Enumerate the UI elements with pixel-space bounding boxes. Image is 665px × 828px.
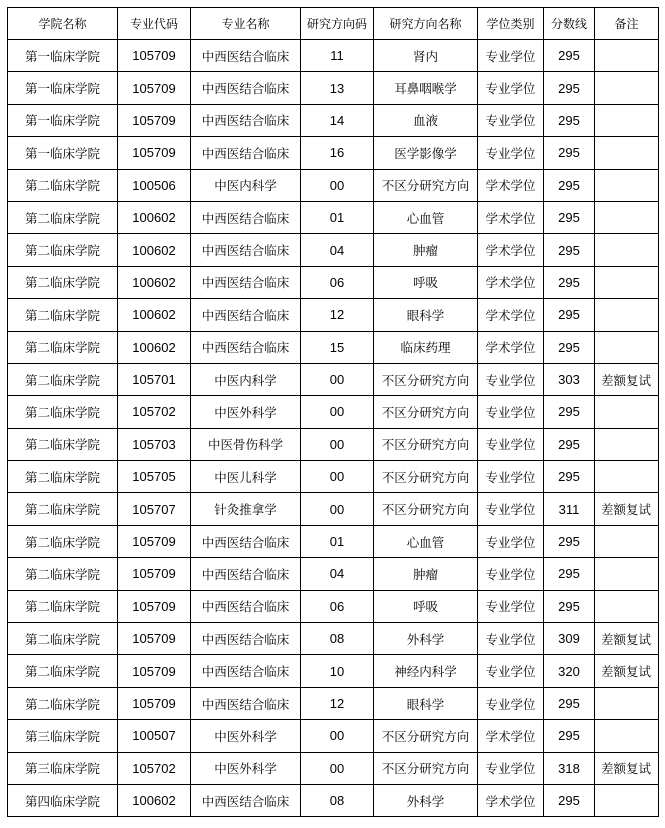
cell-direction-name: 肿瘤 xyxy=(374,234,478,266)
cell-direction-name: 临床药理 xyxy=(374,331,478,363)
cell-major-code: 100506 xyxy=(118,169,191,201)
table-row xyxy=(8,720,659,752)
cell-direction-name: 不区分研究方向 xyxy=(374,461,478,493)
cell-score-line: 295 xyxy=(544,40,595,72)
cell-direction-code: 10 xyxy=(301,655,374,687)
cell-direction-code: 14 xyxy=(301,104,374,136)
cell-major-code: 100602 xyxy=(118,331,191,363)
cell-major-code: 105703 xyxy=(118,428,191,460)
cell-direction-code: 08 xyxy=(301,623,374,655)
cell-score-line: 295 xyxy=(544,331,595,363)
cell-degree-type: 学术学位 xyxy=(478,234,544,266)
cell-direction-name: 呼吸 xyxy=(374,590,478,622)
cell-score-line: 295 xyxy=(544,201,595,233)
cell-degree-type: 专业学位 xyxy=(478,558,544,590)
cell-major-name: 中西医结合临床 xyxy=(191,266,301,298)
cell-direction-name: 呼吸 xyxy=(374,266,478,298)
cell-remark xyxy=(595,104,659,136)
cell-major-name: 中医内科学 xyxy=(191,169,301,201)
cell-remark xyxy=(595,201,659,233)
cell-direction-code: 08 xyxy=(301,784,374,816)
cell-major-name: 中西医结合临床 xyxy=(191,201,301,233)
cell-score-line: 295 xyxy=(544,72,595,104)
table-row xyxy=(8,493,659,525)
table-row xyxy=(8,525,659,557)
cell-remark xyxy=(595,40,659,72)
cell-score-line: 295 xyxy=(544,784,595,816)
cell-direction-code: 01 xyxy=(301,525,374,557)
table-row xyxy=(8,331,659,363)
cell-degree-type: 学术学位 xyxy=(478,266,544,298)
cell-degree-type: 学术学位 xyxy=(478,784,544,816)
cell-major-name: 中西医结合临床 xyxy=(191,687,301,719)
cell-direction-code: 00 xyxy=(301,461,374,493)
column-header-major-name: 专业名称 xyxy=(191,8,301,40)
table-row xyxy=(8,655,659,687)
cell-college-name: 第二临床学院 xyxy=(8,363,118,395)
cell-college-name: 第二临床学院 xyxy=(8,655,118,687)
cell-degree-type: 专业学位 xyxy=(478,428,544,460)
cell-remark xyxy=(595,720,659,752)
cell-degree-type: 专业学位 xyxy=(478,363,544,395)
cell-score-line: 295 xyxy=(544,720,595,752)
cell-major-code: 105702 xyxy=(118,396,191,428)
cell-major-name: 中西医结合临床 xyxy=(191,525,301,557)
cell-score-line: 309 xyxy=(544,623,595,655)
cell-remark xyxy=(595,525,659,557)
cell-remark: 差额复试 xyxy=(595,752,659,784)
cell-college-name: 第二临床学院 xyxy=(8,201,118,233)
cell-college-name: 第一临床学院 xyxy=(8,104,118,136)
cell-major-name: 中西医结合临床 xyxy=(191,72,301,104)
cell-score-line: 295 xyxy=(544,299,595,331)
column-header-direction-name: 研究方向名称 xyxy=(374,8,478,40)
cell-direction-code: 12 xyxy=(301,299,374,331)
cell-major-name: 中西医结合临床 xyxy=(191,558,301,590)
column-header-major-code: 专业代码 xyxy=(118,8,191,40)
cell-major-name: 中西医结合临床 xyxy=(191,655,301,687)
cell-college-name: 第二临床学院 xyxy=(8,493,118,525)
cell-direction-code: 06 xyxy=(301,266,374,298)
cell-direction-code: 00 xyxy=(301,493,374,525)
cell-direction-name: 眼科学 xyxy=(374,687,478,719)
table-row xyxy=(8,137,659,169)
cell-remark xyxy=(595,784,659,816)
cell-major-code: 105709 xyxy=(118,687,191,719)
cell-score-line: 295 xyxy=(544,266,595,298)
cell-direction-code: 00 xyxy=(301,363,374,395)
cell-major-name: 中西医结合临床 xyxy=(191,104,301,136)
cell-major-name: 中西医结合临床 xyxy=(191,137,301,169)
cell-score-line: 295 xyxy=(544,169,595,201)
cell-degree-type: 学术学位 xyxy=(478,720,544,752)
cell-college-name: 第四临床学院 xyxy=(8,784,118,816)
cell-college-name: 第二临床学院 xyxy=(8,590,118,622)
cell-direction-code: 06 xyxy=(301,590,374,622)
cell-score-line: 295 xyxy=(544,461,595,493)
table-row xyxy=(8,104,659,136)
cell-degree-type: 学术学位 xyxy=(478,331,544,363)
header-row xyxy=(8,8,659,40)
cell-score-line: 295 xyxy=(544,137,595,169)
cell-remark xyxy=(595,558,659,590)
table-header xyxy=(8,8,659,40)
cell-major-code: 105709 xyxy=(118,623,191,655)
cell-degree-type: 学术学位 xyxy=(478,201,544,233)
cell-college-name: 第二临床学院 xyxy=(8,525,118,557)
cell-major-code: 105705 xyxy=(118,461,191,493)
cell-degree-type: 学术学位 xyxy=(478,169,544,201)
table-row xyxy=(8,169,659,201)
table-row xyxy=(8,428,659,460)
cell-college-name: 第三临床学院 xyxy=(8,752,118,784)
cell-direction-name: 耳鼻咽喉学 xyxy=(374,72,478,104)
cell-major-code: 100602 xyxy=(118,299,191,331)
cell-remark xyxy=(595,687,659,719)
table-body xyxy=(8,40,659,817)
cell-remark: 差额复试 xyxy=(595,493,659,525)
table-row xyxy=(8,687,659,719)
cell-college-name: 第一临床学院 xyxy=(8,40,118,72)
column-header-degree-type: 学位类别 xyxy=(478,8,544,40)
cell-direction-code: 00 xyxy=(301,396,374,428)
cell-degree-type: 专业学位 xyxy=(478,655,544,687)
cell-direction-code: 00 xyxy=(301,752,374,784)
cell-major-name: 中西医结合临床 xyxy=(191,331,301,363)
cell-direction-code: 11 xyxy=(301,40,374,72)
cell-score-line: 295 xyxy=(544,687,595,719)
cell-major-code: 105701 xyxy=(118,363,191,395)
cell-direction-name: 不区分研究方向 xyxy=(374,428,478,460)
cell-remark xyxy=(595,590,659,622)
table-row xyxy=(8,558,659,590)
cell-direction-name: 血液 xyxy=(374,104,478,136)
cell-college-name: 第二临床学院 xyxy=(8,687,118,719)
cell-major-code: 105709 xyxy=(118,104,191,136)
table-row xyxy=(8,396,659,428)
cell-remark xyxy=(595,331,659,363)
cell-major-code: 100602 xyxy=(118,266,191,298)
table-row xyxy=(8,234,659,266)
table-row xyxy=(8,201,659,233)
cell-score-line: 295 xyxy=(544,396,595,428)
cell-major-name: 中西医结合临床 xyxy=(191,40,301,72)
column-header-remark: 备注 xyxy=(595,8,659,40)
cell-score-line: 311 xyxy=(544,493,595,525)
cell-college-name: 第二临床学院 xyxy=(8,396,118,428)
cell-major-code: 105709 xyxy=(118,655,191,687)
cell-remark xyxy=(595,169,659,201)
cell-direction-name: 外科学 xyxy=(374,784,478,816)
cell-major-code: 105707 xyxy=(118,493,191,525)
cell-score-line: 295 xyxy=(544,590,595,622)
cell-major-name: 中西医结合临床 xyxy=(191,623,301,655)
cell-major-name: 中医儿科学 xyxy=(191,461,301,493)
cell-direction-name: 心血管 xyxy=(374,525,478,557)
cell-degree-type: 专业学位 xyxy=(478,396,544,428)
cell-degree-type: 专业学位 xyxy=(478,40,544,72)
cell-direction-name: 外科学 xyxy=(374,623,478,655)
cell-direction-name: 医学影像学 xyxy=(374,137,478,169)
cell-degree-type: 专业学位 xyxy=(478,752,544,784)
cell-score-line: 295 xyxy=(544,104,595,136)
cell-direction-code: 04 xyxy=(301,234,374,266)
cell-direction-code: 12 xyxy=(301,687,374,719)
cell-college-name: 第二临床学院 xyxy=(8,428,118,460)
cell-degree-type: 专业学位 xyxy=(478,493,544,525)
cell-direction-code: 00 xyxy=(301,720,374,752)
cell-major-name: 中西医结合临床 xyxy=(191,590,301,622)
cell-college-name: 第一临床学院 xyxy=(8,137,118,169)
cell-direction-name: 肿瘤 xyxy=(374,558,478,590)
table-row xyxy=(8,72,659,104)
cell-degree-type: 专业学位 xyxy=(478,623,544,655)
table-row xyxy=(8,461,659,493)
score-line-table xyxy=(7,7,659,817)
cell-degree-type: 专业学位 xyxy=(478,72,544,104)
cell-major-name: 中西医结合临床 xyxy=(191,784,301,816)
cell-major-name: 中西医结合临床 xyxy=(191,234,301,266)
cell-remark xyxy=(595,396,659,428)
cell-score-line: 320 xyxy=(544,655,595,687)
cell-direction-name: 神经内科学 xyxy=(374,655,478,687)
table-row xyxy=(8,784,659,816)
cell-direction-code: 15 xyxy=(301,331,374,363)
cell-direction-name: 心血管 xyxy=(374,201,478,233)
cell-major-name: 中医内科学 xyxy=(191,363,301,395)
cell-remark: 差额复试 xyxy=(595,363,659,395)
cell-direction-name: 不区分研究方向 xyxy=(374,169,478,201)
cell-direction-code: 00 xyxy=(301,428,374,460)
cell-major-code: 105709 xyxy=(118,40,191,72)
cell-remark xyxy=(595,137,659,169)
cell-direction-code: 04 xyxy=(301,558,374,590)
cell-direction-name: 不区分研究方向 xyxy=(374,752,478,784)
cell-remark xyxy=(595,266,659,298)
cell-college-name: 第二临床学院 xyxy=(8,299,118,331)
cell-degree-type: 专业学位 xyxy=(478,104,544,136)
cell-major-code: 105709 xyxy=(118,590,191,622)
cell-major-code: 100602 xyxy=(118,784,191,816)
cell-major-code: 105709 xyxy=(118,558,191,590)
cell-score-line: 295 xyxy=(544,558,595,590)
cell-direction-code: 16 xyxy=(301,137,374,169)
cell-major-code: 100507 xyxy=(118,720,191,752)
column-header-score-line: 分数线 xyxy=(544,8,595,40)
cell-direction-name: 不区分研究方向 xyxy=(374,493,478,525)
cell-major-code: 100602 xyxy=(118,201,191,233)
cell-major-code: 100602 xyxy=(118,234,191,266)
cell-college-name: 第三临床学院 xyxy=(8,720,118,752)
column-header-college-name: 学院名称 xyxy=(8,8,118,40)
cell-degree-type: 专业学位 xyxy=(478,687,544,719)
cell-major-code: 105709 xyxy=(118,525,191,557)
cell-remark: 差额复试 xyxy=(595,623,659,655)
cell-score-line: 295 xyxy=(544,525,595,557)
cell-college-name: 第二临床学院 xyxy=(8,331,118,363)
cell-major-code: 105709 xyxy=(118,137,191,169)
cell-college-name: 第二临床学院 xyxy=(8,623,118,655)
cell-major-name: 中西医结合临床 xyxy=(191,299,301,331)
cell-remark xyxy=(595,428,659,460)
cell-direction-name: 不区分研究方向 xyxy=(374,396,478,428)
cell-score-line: 295 xyxy=(544,428,595,460)
cell-college-name: 第一临床学院 xyxy=(8,72,118,104)
cell-college-name: 第二临床学院 xyxy=(8,266,118,298)
cell-direction-code: 01 xyxy=(301,201,374,233)
cell-degree-type: 专业学位 xyxy=(478,525,544,557)
cell-major-name: 中医骨伤科学 xyxy=(191,428,301,460)
cell-major-code: 105709 xyxy=(118,72,191,104)
cell-major-name: 中医外科学 xyxy=(191,396,301,428)
cell-degree-type: 专业学位 xyxy=(478,461,544,493)
cell-college-name: 第二临床学院 xyxy=(8,461,118,493)
cell-degree-type: 学术学位 xyxy=(478,299,544,331)
cell-college-name: 第二临床学院 xyxy=(8,558,118,590)
cell-college-name: 第二临床学院 xyxy=(8,169,118,201)
cell-degree-type: 专业学位 xyxy=(478,590,544,622)
cell-major-code: 105702 xyxy=(118,752,191,784)
table-row xyxy=(8,590,659,622)
cell-direction-code: 00 xyxy=(301,169,374,201)
cell-remark xyxy=(595,234,659,266)
cell-direction-name: 眼科学 xyxy=(374,299,478,331)
table-row xyxy=(8,299,659,331)
cell-direction-name: 不区分研究方向 xyxy=(374,720,478,752)
cell-direction-code: 13 xyxy=(301,72,374,104)
cell-score-line: 303 xyxy=(544,363,595,395)
cell-major-name: 中医外科学 xyxy=(191,752,301,784)
cell-major-name: 中医外科学 xyxy=(191,720,301,752)
cell-remark: 差额复试 xyxy=(595,655,659,687)
cell-direction-name: 不区分研究方向 xyxy=(374,363,478,395)
cell-remark xyxy=(595,461,659,493)
table-row xyxy=(8,752,659,784)
table-row xyxy=(8,266,659,298)
cell-remark xyxy=(595,299,659,331)
table-row xyxy=(8,623,659,655)
table-row xyxy=(8,40,659,72)
cell-college-name: 第二临床学院 xyxy=(8,234,118,266)
cell-score-line: 318 xyxy=(544,752,595,784)
cell-major-name: 针灸推拿学 xyxy=(191,493,301,525)
column-header-direction-code: 研究方向码 xyxy=(301,8,374,40)
cell-score-line: 295 xyxy=(544,234,595,266)
cell-remark xyxy=(595,72,659,104)
cell-degree-type: 专业学位 xyxy=(478,137,544,169)
table-row xyxy=(8,363,659,395)
cell-direction-name: 肾内 xyxy=(374,40,478,72)
